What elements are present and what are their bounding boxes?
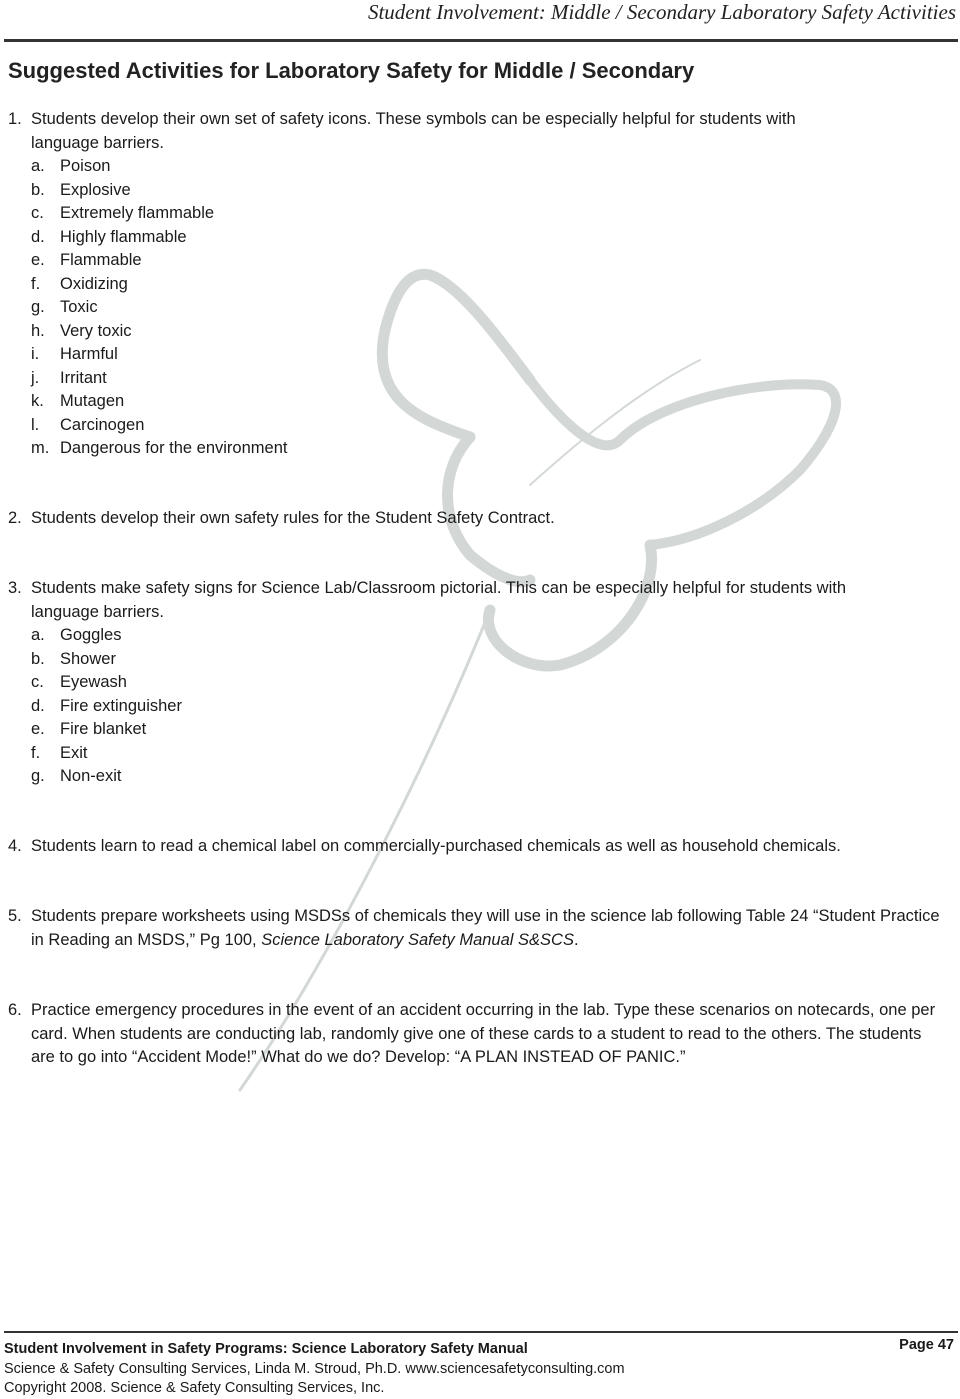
list-item: e. Fire blanket bbox=[31, 720, 147, 738]
list-item: m. Dangerous for the environment bbox=[31, 439, 288, 457]
activity-4 bbox=[8, 835, 953, 859]
page-number: Page 47 bbox=[899, 1337, 954, 1353]
list-item: j. Irritant bbox=[31, 368, 107, 387]
footer-credits: Science & Safety Consulting Services, Linda M. Stroud, Ph.D. www.sciencesafetyconsulting.com bbox=[4, 1361, 625, 1377]
footer-title: Student Involvement in Safety Programs: Science Laboratory Safety Manual bbox=[4, 1341, 528, 1357]
list-item: l. Carcinogen bbox=[31, 415, 145, 434]
activity-text: Students prepare worksheets using MSDSs of chemicals they will use in the science lab following Table 24 “Student Practice in Reading an MSDS,” Pg 100, Science Laboratory Safety Manual S&SCS. bbox=[31, 907, 940, 949]
activity-number: 2. bbox=[8, 509, 22, 527]
activity-number: 5. bbox=[8, 907, 22, 925]
list-item: d. Highly flammable bbox=[31, 227, 187, 246]
list-item: f. Exit bbox=[31, 743, 88, 762]
activity-text: Students develop their own safety rules for the Student Safety Contract. bbox=[31, 509, 555, 527]
list-item: g. Non-exit bbox=[31, 767, 122, 785]
list-item: g. Toxic bbox=[31, 298, 98, 316]
footer-rule bbox=[4, 1331, 958, 1333]
list-item: k. Mutagen bbox=[31, 392, 125, 410]
activity-text: Students develop their own set of safety icons. These symbols can be especially helpful for students with language barriers. bbox=[31, 110, 796, 152]
list-item: c. Eyewash bbox=[31, 673, 127, 691]
activity-2 bbox=[8, 507, 908, 531]
list-item: a. Poison bbox=[31, 157, 111, 175]
activity-text: Students learn to read a chemical label on commercially-purchased chemicals as well as household chemicals. bbox=[31, 837, 841, 855]
list-item: e. Flammable bbox=[31, 251, 142, 269]
activity-number: 6. bbox=[8, 1001, 22, 1019]
list-item: f. Oxidizing bbox=[31, 274, 128, 293]
list-item: d. Fire extinguisher bbox=[31, 696, 182, 715]
list-item: b. Shower bbox=[31, 649, 116, 668]
activity-3 bbox=[8, 577, 888, 624]
list-item: i. Harmful bbox=[31, 345, 118, 363]
header-rule bbox=[4, 39, 958, 42]
list-item: c. Extremely flammable bbox=[31, 204, 215, 222]
activity-1 bbox=[8, 108, 838, 155]
manual-reference: Science Laboratory Safety Manual S&SCS bbox=[261, 930, 574, 949]
activity-6 bbox=[8, 999, 948, 1070]
list-item: a. Goggles bbox=[31, 626, 122, 644]
list-item: b. Explosive bbox=[31, 180, 131, 199]
page-title: Suggested Activities for Laboratory Safety for Middle / Secondary bbox=[8, 58, 695, 83]
activity-number: 4. bbox=[8, 837, 22, 855]
activity-number: 1. bbox=[8, 110, 22, 128]
activity-text: Practice emergency procedures in the event of an accident occurring in the lab. Type these scenarios on notecards, one per card. When students are conducting lab, randomly give one of these cards to a student to read to the others. The students are to go into “Accident Mode!” What do we do? Develop: “A PLAN INSTEAD OF PANIC.” bbox=[31, 1001, 936, 1066]
list-item: h. Very toxic bbox=[31, 321, 132, 340]
running-header: Student Involvement: Middle / Secondary Laboratory Safety Activities bbox=[367, 0, 956, 24]
activity-number: 3. bbox=[8, 579, 22, 597]
activity-text: Students make safety signs for Science Lab/Classroom pictorial. This can be especially helpful for students with language barriers. bbox=[31, 579, 847, 621]
footer-copyright: Copyright 2008. Science & Safety Consulting Services, Inc. bbox=[4, 1380, 385, 1396]
activity-5 bbox=[8, 905, 943, 952]
